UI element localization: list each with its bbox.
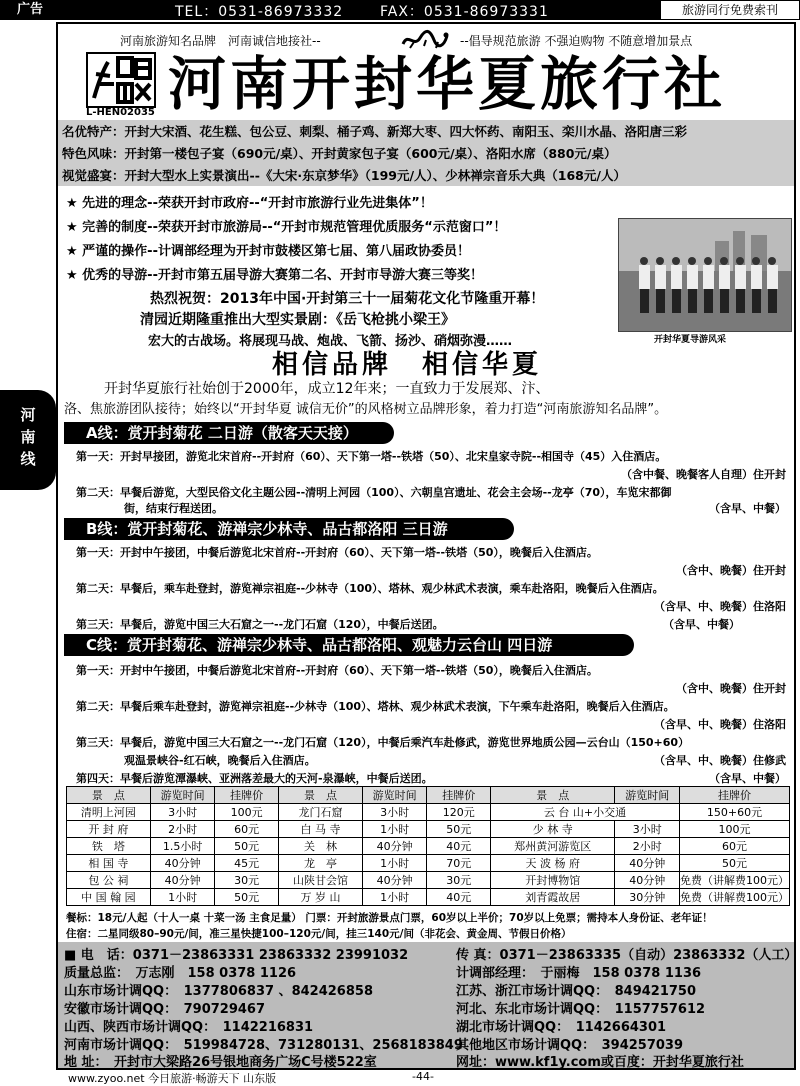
- table-header: 景 点: [491, 787, 615, 804]
- address: 地 址： 开封市大梁路26号银地商务广场C号楼522室: [64, 1055, 377, 1070]
- qq-jiangsu: 江苏、浙江市场计调QQ： 849421750: [456, 984, 697, 999]
- info-line: 特色风味：开封第一楼包子宴（690元/桌）、开封黄家包子宴（600元/桌）、洛阳水席（880元/桌）: [62, 146, 617, 161]
- table-cell: 40分钟: [150, 872, 214, 889]
- website: 网址：www.kf1y.com或百度：开封华夏旅行社: [456, 1055, 744, 1070]
- table-row: [67, 838, 790, 855]
- qq-other: 其他地区市场计调QQ： 394257039: [456, 1038, 684, 1053]
- table-cell: 铁 塔: [67, 838, 151, 855]
- ad-label: 广告: [16, 2, 43, 17]
- promo-show: 清园近期隆重推出大型实景剧：《岳飞枪挑小梁王》: [140, 312, 455, 328]
- route-c-day1: 第一天：开封中午接团，中餐后游览北宋首府--开封府（60）、天下第一塔--铁塔（50），晚餐后入住酒店。: [76, 664, 598, 677]
- table-cell: 40分钟: [150, 855, 214, 872]
- ops-manager: 计调部经理： 于丽梅 158 0378 1136: [456, 966, 702, 981]
- table-cell: 中 国 翰 园: [67, 889, 151, 906]
- route-c-day2-meals: （含早、中、晚餐）住洛阳: [654, 718, 786, 731]
- table-header: 游览时间: [362, 787, 426, 804]
- phone-numbers: ■ 电 话：0371－23863331 23863332 23991032: [64, 948, 409, 963]
- fax-number: FAX：0531-86973331: [380, 4, 549, 20]
- table-cell: 100元: [679, 821, 789, 838]
- route-c-day4-meals: （含早、中餐）: [709, 772, 786, 785]
- intro-line: 开封华夏旅行社始创于2000年，成立12年来；一直致力于发展郑、汴、: [104, 381, 550, 397]
- dragon-emblem-icon: [400, 28, 450, 52]
- table-cell: 30元: [427, 872, 491, 889]
- table-cell: 50元: [215, 889, 279, 906]
- qq-hubei: 湖北市场计调QQ： 1142664301: [456, 1020, 667, 1035]
- scenic-spot-table: [66, 786, 790, 906]
- info-line: 名优特产：开封大宋酒、花生糕、包公豆、刺梨、桶子鸡、新郑大枣、四大怀药、南阳玉、栾川水晶、洛阳唐三彩: [62, 124, 688, 139]
- route-a-day2: 第二天：早餐后游览，大型民俗文化主题公园--清明上河园（100）、六朝皇宫遗址、花会主会场--龙亭（70），车览宋都御: [76, 486, 672, 499]
- table-row: [67, 855, 790, 872]
- table-header: 游览时间: [615, 787, 679, 804]
- route-c-day1-meals: （含中、晚餐）住开封: [676, 682, 786, 695]
- route-c-day2: 第二天：早餐后乘车赴登封，游览禅宗祖庭--少林寺（100）、塔林、观少林武术表演，下午乘车赴洛阳，晚餐后入住酒店。: [76, 700, 675, 713]
- table-cell: 3小时: [362, 804, 426, 821]
- route-c-day3: 第三天：早餐后，游览中国三大石窟之一--龙门石窟（120），中餐后乘汽车赴修武，游览世界地质公园—云台山（150+60）: [76, 736, 690, 749]
- table-cell: 3小时: [615, 821, 679, 838]
- table-cell: 3小时: [150, 804, 214, 821]
- table-cell: 2小时: [615, 838, 679, 855]
- table-row: [67, 821, 790, 838]
- table-cell: 2小时: [150, 821, 214, 838]
- specialty-box: [58, 120, 794, 186]
- route-a-day2-cont: 街，结束行程送团。: [124, 502, 223, 515]
- route-b-day1: 第一天：开封中午接团，中餐后游览北宋首府--开封府（60）、天下第一塔--铁塔（50），晚餐后入住酒店。: [76, 546, 598, 559]
- guide-team-photo: [618, 218, 792, 332]
- table-cell: 60元: [215, 821, 279, 838]
- table-cell: 50元: [679, 855, 789, 872]
- table-cell: 50元: [215, 838, 279, 855]
- table-cell: 40分钟: [362, 872, 426, 889]
- table-cell: 1.5小时: [150, 838, 214, 855]
- table-cell: 白 马 寺: [279, 821, 363, 838]
- qq-anhui: 安徽市场计调QQ： 790729467: [64, 1002, 266, 1017]
- table-cell: 1小时: [362, 855, 426, 872]
- table-cell: 龙 亭: [279, 855, 363, 872]
- table-cell: 免费（讲解费100元）: [679, 889, 789, 906]
- footer-site: www.zyoo.net 今日旅游·畅游天下 山东版: [68, 1072, 277, 1085]
- route-c-title: C线：赏开封菊花、游禅宗少林寺、品古都洛阳、观魅力云台山 四日游: [64, 634, 634, 656]
- fax-numbers: 传 真：0371－23863335（自动）23863332（人工）: [456, 948, 798, 963]
- table-row: [67, 872, 790, 889]
- table-cell: 50元: [427, 821, 491, 838]
- top-bar: [0, 0, 800, 20]
- qq-shanxi: 山西、陕西市场计调QQ： 1142216831: [64, 1020, 314, 1035]
- table-cell: 关 林: [279, 838, 363, 855]
- route-b-day3: 第三天：早餐后，游览中国三大石窟之一--龙门石窟（120），中餐后送团。: [76, 618, 444, 631]
- table-cell: 天 波 杨 府: [491, 855, 615, 872]
- table-header: 景 点: [279, 787, 363, 804]
- side-tab-henan-line: [0, 390, 56, 490]
- promo-desc: 宏大的古战场。将展现马战、炮战、飞箭、扬沙、硝烟弥漫……: [148, 334, 513, 349]
- table-header: 挂牌价: [215, 787, 279, 804]
- table-cell: 70元: [427, 855, 491, 872]
- free-index-label: 旅游同行免费索刊: [660, 0, 800, 20]
- qq-henan: 河南市场计调QQ： 519984728、731280131、2568183849: [64, 1038, 463, 1053]
- intro-line: 洛、焦旅游团队接待；始终以“开封华夏 诚信无价”的风格树立品牌形象，着力打造“河南旅游知名品牌”。: [64, 402, 668, 417]
- table-cell: 郑州黄河游览区: [491, 838, 615, 855]
- table-cell: 40元: [427, 838, 491, 855]
- table-cell: 刘青霞故居: [491, 889, 615, 906]
- route-b-day3-meals: （含早、中餐）: [663, 618, 740, 631]
- table-cell: 40元: [427, 889, 491, 906]
- table-cell: 40分钟: [615, 872, 679, 889]
- table-cell: 120元: [427, 804, 491, 821]
- side-char: 南: [20, 428, 36, 446]
- slogan-left: 河南旅游知名品牌 河南诚信地接社--: [120, 34, 321, 48]
- route-c-day3-cont: 观温景峡谷-红石峡，晚餐后入住酒店。: [124, 754, 316, 767]
- table-cell: 30分钟: [615, 889, 679, 906]
- honor-item: ★ 完善的制度--荣获开封市旅游局--“开封市规范管理优质服务“示范窗口”！: [66, 220, 507, 235]
- table-header: 挂牌价: [427, 787, 491, 804]
- table-cell: 45元: [215, 855, 279, 872]
- qq-shandong: 山东市场计调QQ： 1377806837 、842426858: [64, 984, 373, 999]
- promo-festival: 热烈祝贺：2013年中国·开封第三十一届菊花文化节隆重开幕！: [150, 291, 545, 307]
- info-line: 视觉盛宴：开封大型水上实景演出--《大宋·东京梦华》（199元/人）、少林禅宗音乐大典（168元/人）: [62, 168, 626, 183]
- route-a-title: A线：赏开封菊花 二日游（散客天天接）: [64, 422, 394, 444]
- table-cell: 150+60元: [679, 804, 789, 821]
- table-row: [67, 889, 790, 906]
- table-cell: 100元: [215, 804, 279, 821]
- table-cell: 少 林 寺: [491, 821, 615, 838]
- route-b-day2: 第二天：早餐后，乘车赴登封，游览禅宗祖庭--少林寺（100）、塔林、观少林武术表演，乘车赴洛阳，晚餐后入住酒店。: [76, 582, 664, 595]
- route-a-day1: 第一天：开封早接团，游览北宋首府--开封府（60）、天下第一塔--铁塔（50）、北宋皇家寺院--相国寺（45）入住酒店。: [76, 450, 667, 463]
- honor-item: ★ 严谨的操作--计调部经理为开封市鼓楼区第七届、第八届政协委员！: [66, 244, 470, 259]
- side-char: 线: [20, 450, 36, 468]
- route-b-day1-meals: （含中、晚餐）住开封: [676, 564, 786, 577]
- meal-ticket-notes: 餐标：18元/人起（十人一桌 十菜一汤 主食足量） 门票：开封旅游景点门票，60岁以上半价；70岁以上免票；需持本人身份证、老年证！: [66, 912, 713, 924]
- table-cell: 1小时: [150, 889, 214, 906]
- table-cell: 开封博物馆: [491, 872, 615, 889]
- side-char: 河: [20, 406, 36, 424]
- table-cell: 40分钟: [362, 838, 426, 855]
- page-number: -44-: [412, 1070, 434, 1083]
- table-cell: 免费（讲解费100元）: [679, 872, 789, 889]
- qq-hebei: 河北、东北市场计调QQ： 1157757612: [456, 1002, 706, 1017]
- logo-seal-icon: [88, 54, 154, 106]
- route-b-day2-meals: （含早、中、晚餐）住洛阳: [654, 600, 786, 613]
- table-cell: 1小时: [362, 889, 426, 906]
- slogan-right: --倡导规范旅游 不强迫购物 不随意增加景点: [460, 34, 693, 48]
- brand-motto: 相信品牌 相信华夏: [272, 350, 543, 380]
- tel-number: TEL：0531-86973332: [175, 4, 344, 20]
- table-cell: 1小时: [362, 821, 426, 838]
- contact-box: [58, 942, 798, 1070]
- table-cell: 龙门石窟: [279, 804, 363, 821]
- table-cell: 40分钟: [615, 855, 679, 872]
- table-cell: 云 台 山+小交通: [491, 804, 680, 821]
- table-cell: 清明上河园: [67, 804, 151, 821]
- lodging-notes: 住宿：二星同级80–90元/间，准三星快捷100–120元/间，挂三140元/间（非花会、黄金周、节假日价格）: [66, 928, 572, 940]
- table-cell: 包 公 祠: [67, 872, 151, 889]
- agency-title: 河南开封华夏旅行社: [168, 50, 727, 118]
- route-c-day3-meals: （含早、中、晚餐）住修武: [654, 754, 786, 767]
- table-header-row: [67, 787, 790, 804]
- agency-logo: [86, 52, 156, 108]
- table-cell: 万 岁 山: [279, 889, 363, 906]
- table-cell: 60元: [679, 838, 789, 855]
- license-number: L-HEN02035: [86, 107, 155, 118]
- table-header: 游览时间: [150, 787, 214, 804]
- quality-director: 质量总监： 万志刚 158 0378 1126: [64, 966, 297, 981]
- table-cell: 30元: [215, 872, 279, 889]
- table-cell: 山陕甘会馆: [279, 872, 363, 889]
- route-a-day1-meals: （含中餐、晚餐客人自理）住开封: [621, 468, 786, 481]
- honor-item: ★ 优秀的导游--开封市第五届导游大赛第二名、开封市导游大赛三等奖！: [66, 268, 483, 283]
- table-cell: 相 国 寺: [67, 855, 151, 872]
- route-b-title: B线：赏开封菊花、游禅宗少林寺、品古都洛阳 三日游: [64, 518, 514, 540]
- table-header: 挂牌价: [679, 787, 789, 804]
- route-c-day4: 第四天：早餐后游览潭瀑峡、亚洲落差最大的天河-泉瀑峡，中餐后送团。: [76, 772, 433, 785]
- honor-item: ★ 先进的理念--荣获开封市政府--“开封市旅游行业先进集体”！: [66, 196, 433, 211]
- photo-caption: 开封华夏导游风采: [654, 335, 727, 345]
- table-cell: 开 封 府: [67, 821, 151, 838]
- table-header: 景 点: [67, 787, 151, 804]
- table-row: [67, 804, 790, 821]
- route-a-day2-meals: （含早、中餐）: [709, 502, 786, 515]
